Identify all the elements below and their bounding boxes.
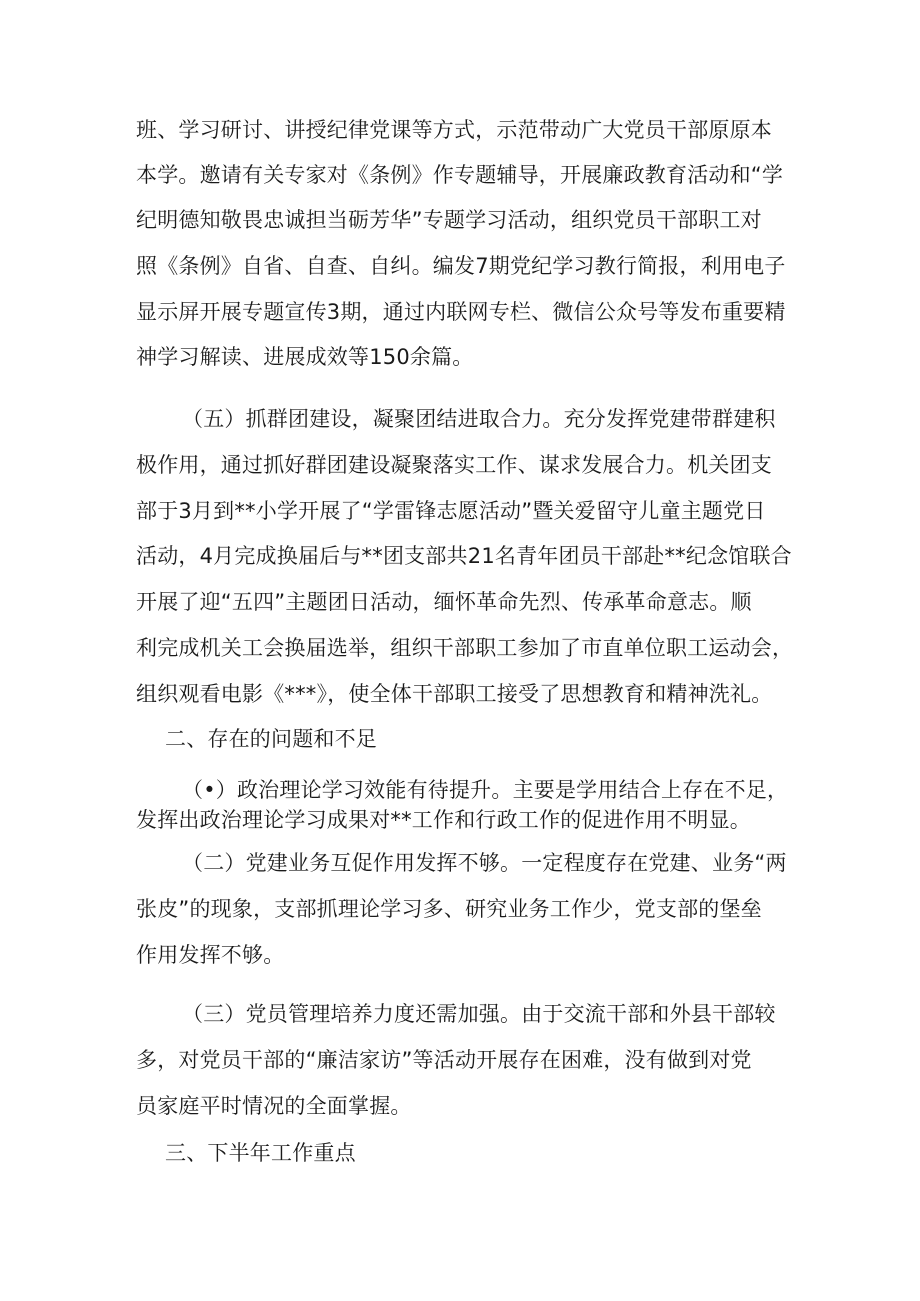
text-line: 发挥出政治理论学习成果对**工作和行政工作的促进作用不明显。 (136, 808, 751, 832)
text-line: 照《条例》自省、自查、自纠。编发7期党纪学习教行简报，利用电子 (136, 254, 786, 278)
text-line: 纪明德知敬畏忠诚担当砺芳华”专题学习活动，组织党员干部职工对 (136, 208, 762, 232)
text-line: 组织观看电影《***》，使全体干部职工接受了思想教育和精神洗礼。 (136, 682, 773, 706)
text-line: 员家庭平时情况的全面掌握。 (136, 1094, 412, 1118)
text-line: 开展了迎“五四”主题团日活动，缅怀革命先烈、传承革命意志。顺 (136, 590, 752, 614)
text-line: （三）党员管理培养力度还需加强。由于交流干部和外县干部较 (182, 1002, 776, 1026)
text-line: 活动，4月完成换届后与**团支部共21名青年团员干部赴**纪念馆联合 (136, 544, 792, 568)
section-heading: 二、存在的问题和不足 (165, 727, 377, 751)
text-line: 作用发挥不够。 (136, 943, 285, 967)
text-line: 本学。邀请有关专家对《条例》作专题辅导，开展廉政教育活动和“学 (136, 163, 784, 187)
text-line: 张皮”的现象，支部抓理论学习多、研究业务工作少，党支部的堡垒 (136, 897, 762, 921)
text-line: 班、学习研讨、讲授纪律党课等方式，示范带动广大党员干部原原本 (136, 118, 772, 142)
text-line: 极作用，通过抓好群团建设凝聚落实工作、谋求发展合力。机关团支 (136, 453, 772, 477)
text-line: （二）党建业务互促作用发挥不够。一定程度存在党建、业务“两 (182, 851, 787, 875)
text-line: 利完成机关工会换届选举，组织干部职工参加了市直单位职工运动会， (136, 636, 794, 660)
text-line: 神学习解读、进展成效等150余篇。 (136, 345, 474, 369)
text-line: （五）抓群团建设，凝聚团结进取合力。充分发挥党建带群建积 (182, 407, 776, 431)
text-line: 多，对党员干部的“廉洁家访”等活动开展存在困难，没有做到对党 (136, 1048, 752, 1072)
text-line: 显示屏开展专题宣传3期，通过内联网专栏、微信公众号等发布重要精 (136, 300, 786, 324)
text-line: 部于3月到**小学开展了“学雷锋志愿活动”暨关爱留守儿童主题党日 (136, 499, 766, 523)
text-line: （•）政治理论学习效能有待提升。主要是学用结合上存在不足， (182, 778, 789, 802)
section-heading: 三、下半年工作重点 (165, 1141, 356, 1165)
